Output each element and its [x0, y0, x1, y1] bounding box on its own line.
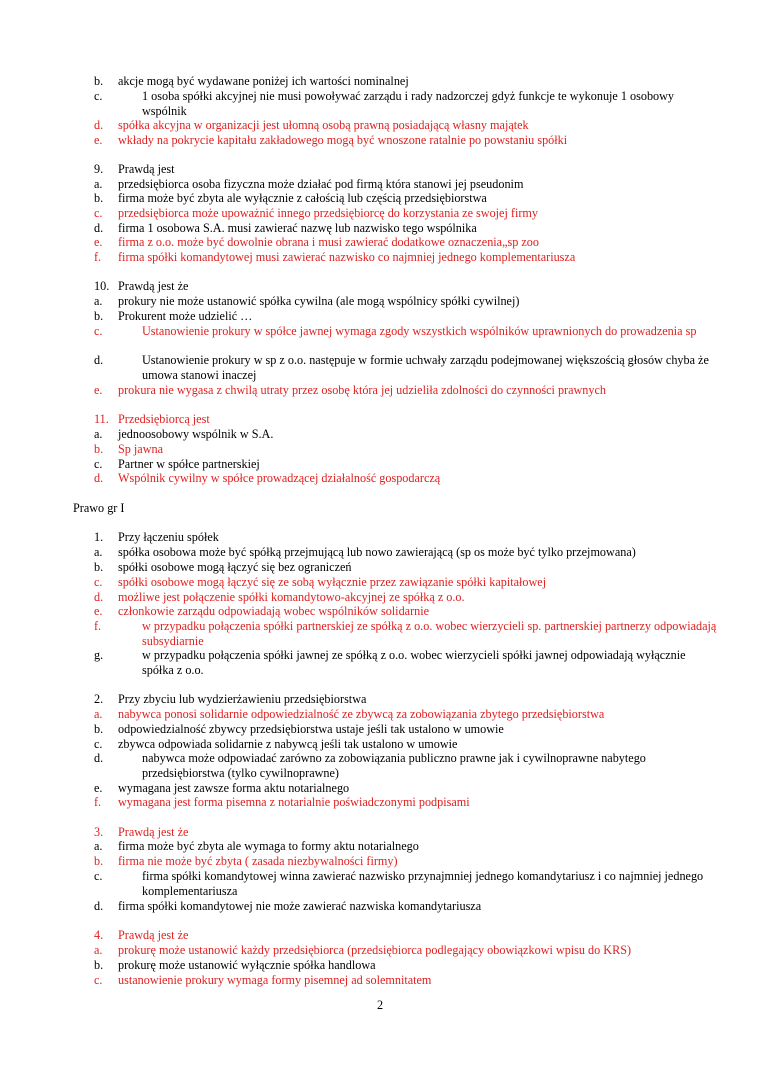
list-item: d. Ustanowienie prokury w sp z o.o. następuje w formie uchwały zarządu podejmowanej większością głosów chyba że umowa stanowi inaczej	[94, 353, 709, 382]
page-number: 2	[376, 998, 384, 1012]
list-item: c. Ustanowienie prokury w spółce jawnej wymaga zgody wszystkich wspólników uprawnionych do prowadzenia sp	[94, 324, 697, 338]
list-item: c. firma spółki komandytowej winna zawierać nazwisko przynajmniej jednego komandytariusz i co najmniej jednego komplementariusza	[94, 869, 704, 898]
list-item: d. nabywca może odpowiadać zarówno za zobowiązania publiczno prawne jak i cywilnoprawne nabytego przedsiębiorstwa (tylko cywilnoprawne)	[94, 751, 646, 780]
list-item: f. w przypadku połączenia spółki partnerskiej ze spółką z o.o. wobec wierzycieli sp. partnerskiej partnerzy odpowiadają subsydiarnie	[94, 619, 717, 648]
section-title: Prawo gr I	[73, 501, 125, 515]
list-item: g. w przypadku połączenia spółki jawnej ze spółką z o.o. wobec wierzycieli spółki jawnej odpowiadają wyłącznie spółka z o.o.	[94, 648, 686, 677]
document-page: b. akcje mogą być wydawane poniżej ich wartości nominalnej c. 1 osoba spółki akcyjnej nie musi powoływać zarządu i rady nadzorczej gdyż funkcje te wykonuje 1 osobowy wspólnik d. spółka akcyjna w organizacji jest ułomną osobą prawną posiadającą własny majątek e. wkłady na pokrycie kapitału zakładowego mogą być wnoszone ratalnie po powstaniu spółki 9. Prawdą jest a. przedsiębiorca osoba fizyczna może działać pod firmą która stanowi jej pseudonim b. firma może być zbyta ale wyłącznie z całością lub częścią przedsiębiorstwa c. przedsiębiorca może upoważnić innego przedsiębiorcę do korzystania ze swojej firmy d. firma 1 osobowa S.A. musi zawierać nazwę lub nazwisko tego wspólnika e. firma z o.o. może być dowolnie obrana i musi zawierać dodatkowe oznaczenia„sp zoo f. firma spółki komandytowej musi zawierać nazwisko co najmniej jednego komplementariusza 10. Prawdą jest że a. prokury nie może ustanowić spółka cywilna (ale mogą wspólnicy spółki cywilnej) b. Prokurent może udzielić … c. Ustanowienie prokury w spółce jawnej wymaga zgody wszystkich wspólników uprawnionych do prowadzenia sp d. Ustanowienie prokury w sp z o.o. następuje w formie uchwały zarządu podejmowanej większością głosów chyba że umowa stanowi inaczej e. prokura nie wygasa z chwilą utraty przez osobę która jej udzieliła zdolności do czynności prawnych 11. Przedsiębiorcą jest a. jednoosobowy wspólnik w S.A. b. Sp jawna c. Partner w spółce partnerskiej d. Wspólnik cywilny w spółce prowadzącej działalność gospodarczą Prawo gr I 1. Przy łączeniu spółek a. spółka osobowa może być spółką przejmującą lub nowo zawierającą (sp os może być tylko przejmowana) b. spółki osobowe mogą łączyć się bez ograniczeń c. spółki osobowe mogą łączyć się ze sobą wyłącznie przez zawiązanie spółki kapitałowej d. możliwe jest połączenie spółki komandytowo-akcyjnej ze spółką z o.o. e. członkowie zarządu odpowiadają wobec wspólników solidarnie f. w przypadku połączenia spółki partnerskiej ze spółką z o.o. wobec wierzycieli sp. partnerskiej partnerzy odpowiadają subsydiarnie g. w przypadku połączenia spółki jawnej ze spółką z o.o. wobec wierzycieli spółki jawnej odpowiadają wyłącznie spółka z o.o. 2. Przy zbyciu lub wydzierżawieniu przedsiębiorstwa a. nabywca ponosi solidarnie odpowiedzialność ze zbywcą za zobowiązania zbytego przedsiębiorstwa b. odpowiedzialność zbywcy przedsiębiorstwa ustaje jeśli tak ustalono w umowie c. zbywca odpowiada solidarnie z nabywcą jeśli tak ustalono w umowie d. nabywca może odpowiadać zarówno za zobowiązania publiczno prawne jak i cywilnoprawne nabytego przedsiębiorstwa (tylko cywilnoprawne) e. wymagana jest zawsze forma aktu notarialnego f. wymagana jest forma pisemna z notarialnie poświadczonymi podpisami 3. Prawdą jest że a. firma może być zbyta ale wymaga to formy aktu notarialnego b. firma nie może być zbyta ( zasada niezbywalności firmy) c. firma spółki komandytowej winna zawierać nazwisko przynajmniej jednego komandytariusz i co najmniej jednego komplementariusza d. firma spółki komandytowej nie może zawierać nazwiska komandytariusza 4. Prawdą jest że a. prokurę może ustanowić każdy przedsiębiorca (przedsiębiorca podlegający obowiązkowi wpisu do KRS) b. prokurę może ustanowić wyłącznie spółka handlowa c. ustanowienie prokury wymaga formy pisemnej ad solemnitatem 2	[0, 0, 760, 1075]
list-item: c. 1 osoba spółki akcyjnej nie musi powoływać zarządu i rady nadzorczej gdyż funkcje te wykonuje 1 osobowy wspólnik	[94, 89, 675, 118]
